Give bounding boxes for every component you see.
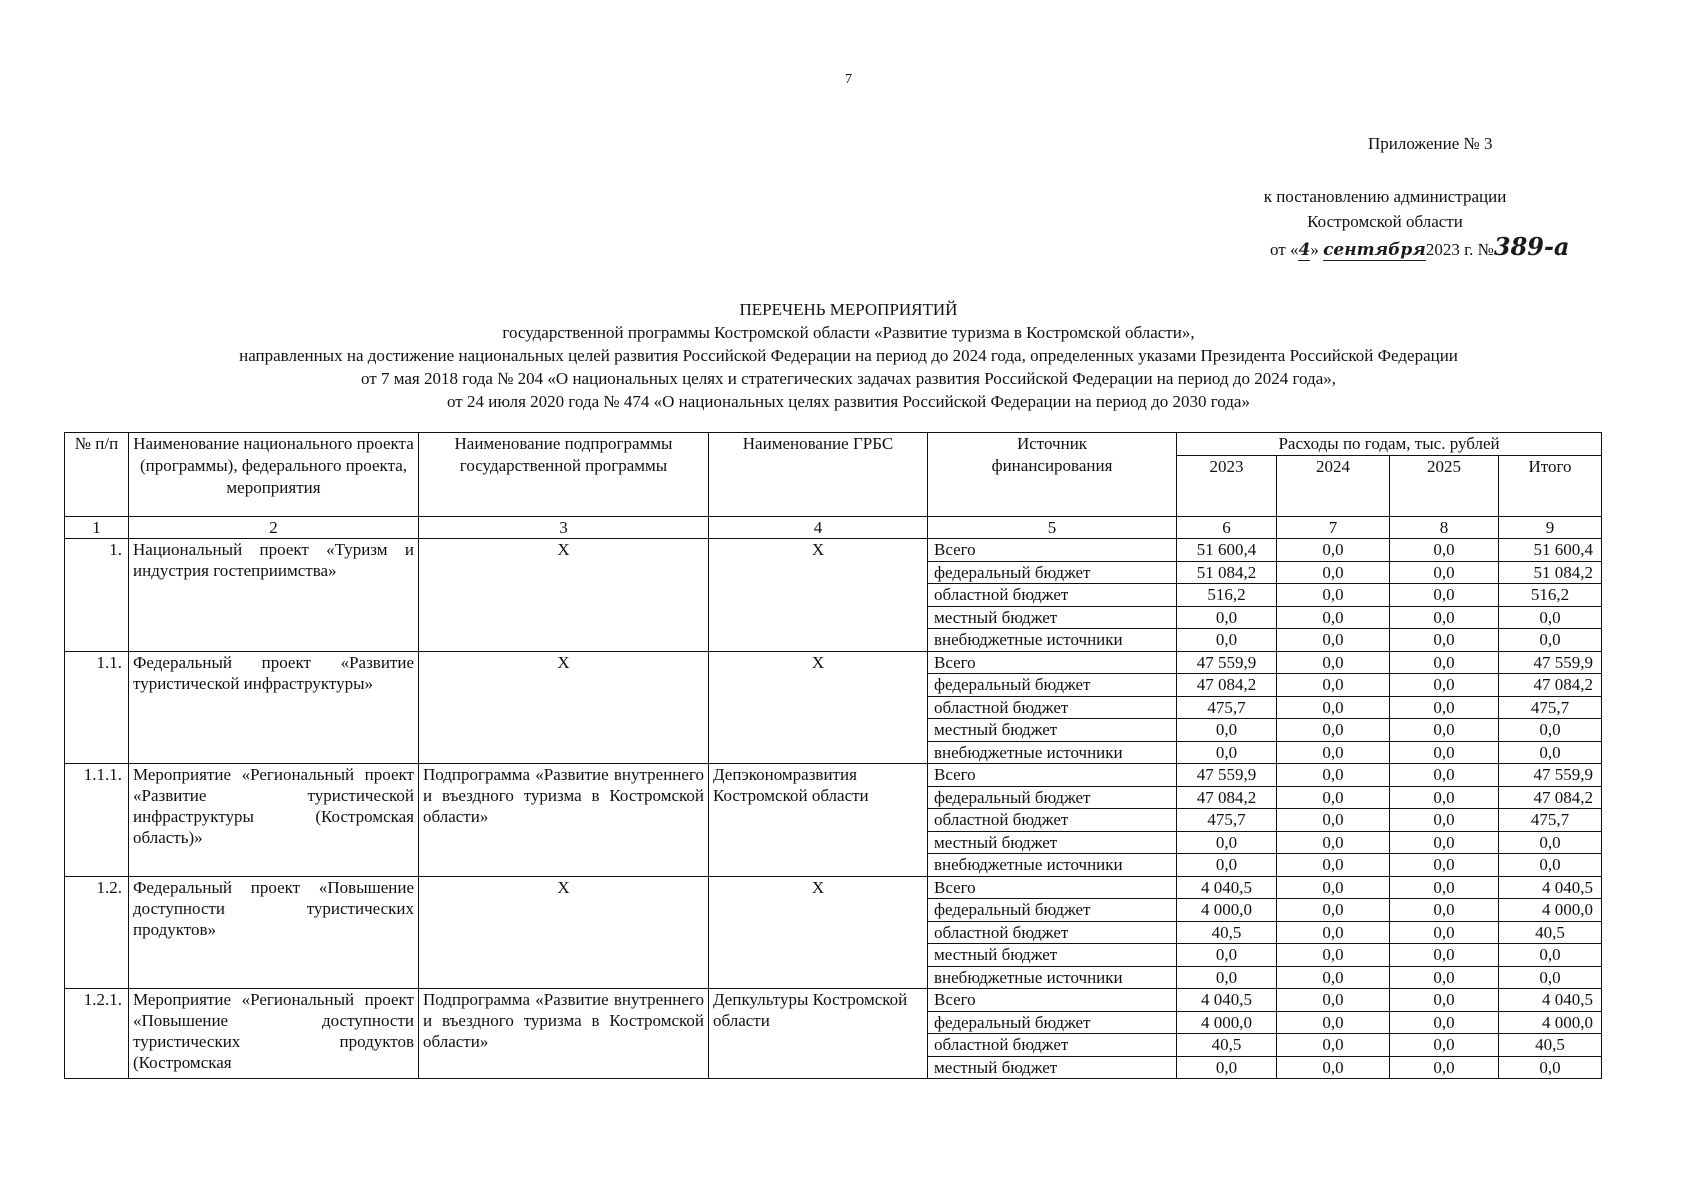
- expense-2025: 0,0: [1390, 786, 1499, 809]
- expense-total: 0,0: [1499, 1056, 1602, 1079]
- funding-source: местный бюджет: [928, 719, 1177, 742]
- table-row: [65, 539, 1602, 562]
- expense-2023: 4 000,0: [1177, 1011, 1277, 1034]
- expense-2025: 0,0: [1390, 899, 1499, 922]
- expense-2025: 0,0: [1390, 876, 1499, 899]
- expense-2023: 0,0: [1177, 719, 1277, 742]
- expense-2023: 0,0: [1177, 1056, 1277, 1079]
- expense-2023: 4 040,5: [1177, 989, 1277, 1012]
- expense-2025: 0,0: [1390, 561, 1499, 584]
- measures-table: [64, 432, 1602, 1079]
- expense-2024: 0,0: [1277, 606, 1390, 629]
- expense-2024: 0,0: [1277, 786, 1390, 809]
- table-row: [65, 651, 1602, 674]
- expense-total: 0,0: [1499, 606, 1602, 629]
- header-year-2025: 2025: [1390, 456, 1499, 517]
- column-number: 6: [1177, 517, 1277, 539]
- funding-source: местный бюджет: [928, 944, 1177, 967]
- expense-total: 516,2: [1499, 584, 1602, 607]
- expense-2023: 47 559,9: [1177, 764, 1277, 787]
- expense-total: 0,0: [1499, 944, 1602, 967]
- expense-2024: 0,0: [1277, 651, 1390, 674]
- funding-source: Всего: [928, 764, 1177, 787]
- date-month-handwritten: сентября: [1323, 240, 1426, 260]
- funding-source: внебюджетные источники: [928, 629, 1177, 652]
- document-subtitle-line-5: от 24 июля 2020 года № 474 «О национальных целях развития Российской Федерации на период до 2030 года»: [447, 392, 1250, 411]
- expense-total: 47 084,2: [1499, 786, 1602, 809]
- expense-total: 4 000,0: [1499, 1011, 1602, 1034]
- date-day-handwritten: 4: [1298, 240, 1311, 260]
- header-project: Наименование национального проекта (программы), федерального проекта, мероприятия: [129, 433, 419, 517]
- document-subtitle-line-4: от 7 мая 2018 года № 204 «О национальных целях и стратегических задачах развития Российской Федерации на период до 2024 года»,: [360, 369, 1336, 388]
- grbs-name: Х: [709, 539, 928, 652]
- funding-source: внебюджетные источники: [928, 741, 1177, 764]
- expense-2025: 0,0: [1390, 1056, 1499, 1079]
- expense-2025: 0,0: [1390, 719, 1499, 742]
- column-number: 9: [1499, 517, 1602, 539]
- funding-source: федеральный бюджет: [928, 899, 1177, 922]
- funding-source: областной бюджет: [928, 921, 1177, 944]
- expense-2024: 0,0: [1277, 629, 1390, 652]
- expense-2023: 47 559,9: [1177, 651, 1277, 674]
- expense-2025: 0,0: [1390, 764, 1499, 787]
- document-subtitle-line-2: государственной программы Костромской области «Развитие туризма в Костромской области»,: [502, 323, 1195, 342]
- expense-2023: 40,5: [1177, 1034, 1277, 1057]
- header-source: Источник финансирования: [928, 433, 1177, 517]
- expense-2023: 475,7: [1177, 809, 1277, 832]
- funding-source: федеральный бюджет: [928, 1011, 1177, 1034]
- approval-line-2: Костромской области: [1307, 212, 1463, 231]
- expense-total: 0,0: [1499, 831, 1602, 854]
- expense-2023: 4 000,0: [1177, 899, 1277, 922]
- grbs-name: Х: [709, 876, 928, 989]
- subprogram-name: Х: [419, 876, 709, 989]
- expense-2024: 0,0: [1277, 584, 1390, 607]
- expense-2025: 0,0: [1390, 1011, 1499, 1034]
- expense-2024: 0,0: [1277, 696, 1390, 719]
- funding-source: федеральный бюджет: [928, 561, 1177, 584]
- expense-2025: 0,0: [1390, 539, 1499, 562]
- date-mid: »: [1310, 240, 1324, 259]
- row-number: 1.: [65, 539, 129, 652]
- row-number: 1.2.: [65, 876, 129, 989]
- expense-total: 4 040,5: [1499, 989, 1602, 1012]
- funding-source: местный бюджет: [928, 606, 1177, 629]
- expense-2024: 0,0: [1277, 674, 1390, 697]
- funding-source: федеральный бюджет: [928, 674, 1177, 697]
- expense-2025: 0,0: [1390, 809, 1499, 832]
- header-total: Итого: [1499, 456, 1602, 517]
- funding-source: областной бюджет: [928, 809, 1177, 832]
- expense-2024: 0,0: [1277, 809, 1390, 832]
- page-number: 7: [845, 72, 852, 87]
- expense-2024: 0,0: [1277, 1056, 1390, 1079]
- expense-2025: 0,0: [1390, 989, 1499, 1012]
- expense-2024: 0,0: [1277, 719, 1390, 742]
- date-prefix: от «: [1270, 240, 1299, 259]
- expense-total: 4 040,5: [1499, 876, 1602, 899]
- expense-2025: 0,0: [1390, 854, 1499, 877]
- expense-2024: 0,0: [1277, 1011, 1390, 1034]
- expense-2024: 0,0: [1277, 854, 1390, 877]
- funding-source: местный бюджет: [928, 1056, 1177, 1079]
- expense-total: 47 559,9: [1499, 651, 1602, 674]
- column-number: 7: [1277, 517, 1390, 539]
- column-number: 2: [129, 517, 419, 539]
- expense-2025: 0,0: [1390, 584, 1499, 607]
- expense-2024: 0,0: [1277, 539, 1390, 562]
- annex-title: Приложение № 3: [1368, 134, 1493, 153]
- approval-line-1: к постановлению администрации: [1263, 187, 1507, 206]
- column-number: 4: [709, 517, 928, 539]
- expense-2024: 0,0: [1277, 876, 1390, 899]
- expense-2024: 0,0: [1277, 989, 1390, 1012]
- expense-2023: 0,0: [1177, 629, 1277, 652]
- expense-total: 51 600,4: [1499, 539, 1602, 562]
- funding-source: Всего: [928, 876, 1177, 899]
- expense-2023: 47 084,2: [1177, 786, 1277, 809]
- date-number-handwritten: 389-а: [1493, 232, 1570, 261]
- expense-2024: 0,0: [1277, 1034, 1390, 1057]
- funding-source: областной бюджет: [928, 1034, 1177, 1057]
- expense-2025: 0,0: [1390, 606, 1499, 629]
- subprogram-name: Х: [419, 539, 709, 652]
- expense-2025: 0,0: [1390, 651, 1499, 674]
- grbs-name: Депэкономразвития Костромской области: [709, 764, 928, 877]
- document-title: ПЕРЕЧЕНЬ МЕРОПРИЯТИЙ: [739, 300, 958, 319]
- header-grbs: Наименование ГРБС: [709, 433, 928, 517]
- approval-date: [1270, 232, 1569, 261]
- header-num: № п/п: [65, 433, 129, 517]
- measure-name: Мероприятие «Региональный проект «Развитие туристической инфраструктуры (Костромская область)»: [129, 764, 419, 877]
- expense-2023: 47 084,2: [1177, 674, 1277, 697]
- expense-2023: 0,0: [1177, 854, 1277, 877]
- expense-total: 475,7: [1499, 696, 1602, 719]
- expense-2023: 51 084,2: [1177, 561, 1277, 584]
- expense-2025: 0,0: [1390, 674, 1499, 697]
- funding-source: внебюджетные источники: [928, 854, 1177, 877]
- measure-name: Федеральный проект «Повышение доступности туристических продуктов»: [129, 876, 419, 989]
- subprogram-name: Х: [419, 651, 709, 764]
- subprogram-name: Подпрограмма «Развитие внутреннего и въездного туризма в Костромской области»: [419, 764, 709, 877]
- row-number: 1.2.1.: [65, 989, 129, 1079]
- header-year-2024: 2024: [1277, 456, 1390, 517]
- expense-2023: 516,2: [1177, 584, 1277, 607]
- expense-total: 51 084,2: [1499, 561, 1602, 584]
- table-row: [65, 876, 1602, 899]
- funding-source: местный бюджет: [928, 831, 1177, 854]
- document-subtitle-line-3: направленных на достижение национальных целей развития Российской Федерации на период до 2024 года, определенных указами Президента Российской Федерации: [239, 346, 1458, 365]
- funding-source: областной бюджет: [928, 584, 1177, 607]
- expense-2023: 40,5: [1177, 921, 1277, 944]
- funding-source: внебюджетные источники: [928, 966, 1177, 989]
- header-year-2023: 2023: [1177, 456, 1277, 517]
- measure-name: Мероприятие «Региональный проект «Повышение доступности туристических продуктов (Костромская: [129, 989, 419, 1079]
- expense-2025: 0,0: [1390, 966, 1499, 989]
- measure-name: Федеральный проект «Развитие туристической инфраструктуры»: [129, 651, 419, 764]
- expense-2024: 0,0: [1277, 764, 1390, 787]
- column-number-row: [65, 517, 1602, 539]
- row-number: 1.1.: [65, 651, 129, 764]
- grbs-name: Х: [709, 651, 928, 764]
- funding-source: Всего: [928, 539, 1177, 562]
- row-number: 1.1.1.: [65, 764, 129, 877]
- column-number: 3: [419, 517, 709, 539]
- expense-2023: 4 040,5: [1177, 876, 1277, 899]
- expense-2025: 0,0: [1390, 629, 1499, 652]
- subprogram-name: Подпрограмма «Развитие внутреннего и въездного туризма в Костромской области»: [419, 989, 709, 1079]
- expense-total: 0,0: [1499, 719, 1602, 742]
- funding-source: федеральный бюджет: [928, 786, 1177, 809]
- expense-2023: 51 600,4: [1177, 539, 1277, 562]
- expense-2023: 0,0: [1177, 944, 1277, 967]
- expense-2023: 0,0: [1177, 966, 1277, 989]
- funding-source: Всего: [928, 989, 1177, 1012]
- expense-2025: 0,0: [1390, 696, 1499, 719]
- table-row: [65, 764, 1602, 787]
- expense-2023: 0,0: [1177, 606, 1277, 629]
- table-body: [65, 433, 1602, 1079]
- column-number: 1: [65, 517, 129, 539]
- expense-total: 0,0: [1499, 966, 1602, 989]
- funding-source: Всего: [928, 651, 1177, 674]
- expense-total: 47 084,2: [1499, 674, 1602, 697]
- expense-total: 47 559,9: [1499, 764, 1602, 787]
- expense-2024: 0,0: [1277, 741, 1390, 764]
- expense-2025: 0,0: [1390, 944, 1499, 967]
- expense-total: 40,5: [1499, 921, 1602, 944]
- column-number: 5: [928, 517, 1177, 539]
- table-row: [65, 989, 1602, 1012]
- expense-2023: 0,0: [1177, 741, 1277, 764]
- date-year: 2023 г. №: [1425, 240, 1494, 259]
- expense-2024: 0,0: [1277, 944, 1390, 967]
- expense-2025: 0,0: [1390, 1034, 1499, 1057]
- expense-2024: 0,0: [1277, 561, 1390, 584]
- expense-total: 0,0: [1499, 741, 1602, 764]
- expense-2024: 0,0: [1277, 899, 1390, 922]
- expense-2024: 0,0: [1277, 831, 1390, 854]
- funding-source: областной бюджет: [928, 696, 1177, 719]
- header-expenses: Расходы по годам, тыс. рублей: [1177, 433, 1602, 456]
- header-subprogram: Наименование подпрограммы государственной программы: [419, 433, 709, 517]
- expense-total: 0,0: [1499, 629, 1602, 652]
- expense-2024: 0,0: [1277, 921, 1390, 944]
- column-number: 8: [1390, 517, 1499, 539]
- expense-total: 4 000,0: [1499, 899, 1602, 922]
- expense-2023: 475,7: [1177, 696, 1277, 719]
- expense-total: 40,5: [1499, 1034, 1602, 1057]
- expense-total: 0,0: [1499, 854, 1602, 877]
- grbs-name: Депкультуры Костромской области: [709, 989, 928, 1079]
- expense-2025: 0,0: [1390, 921, 1499, 944]
- expense-total: 475,7: [1499, 809, 1602, 832]
- expense-2025: 0,0: [1390, 741, 1499, 764]
- expense-2025: 0,0: [1390, 831, 1499, 854]
- header-row: [65, 433, 1602, 456]
- expense-2023: 0,0: [1177, 831, 1277, 854]
- expense-2024: 0,0: [1277, 966, 1390, 989]
- measure-name: Национальный проект «Туризм и индустрия гостеприимства»: [129, 539, 419, 652]
